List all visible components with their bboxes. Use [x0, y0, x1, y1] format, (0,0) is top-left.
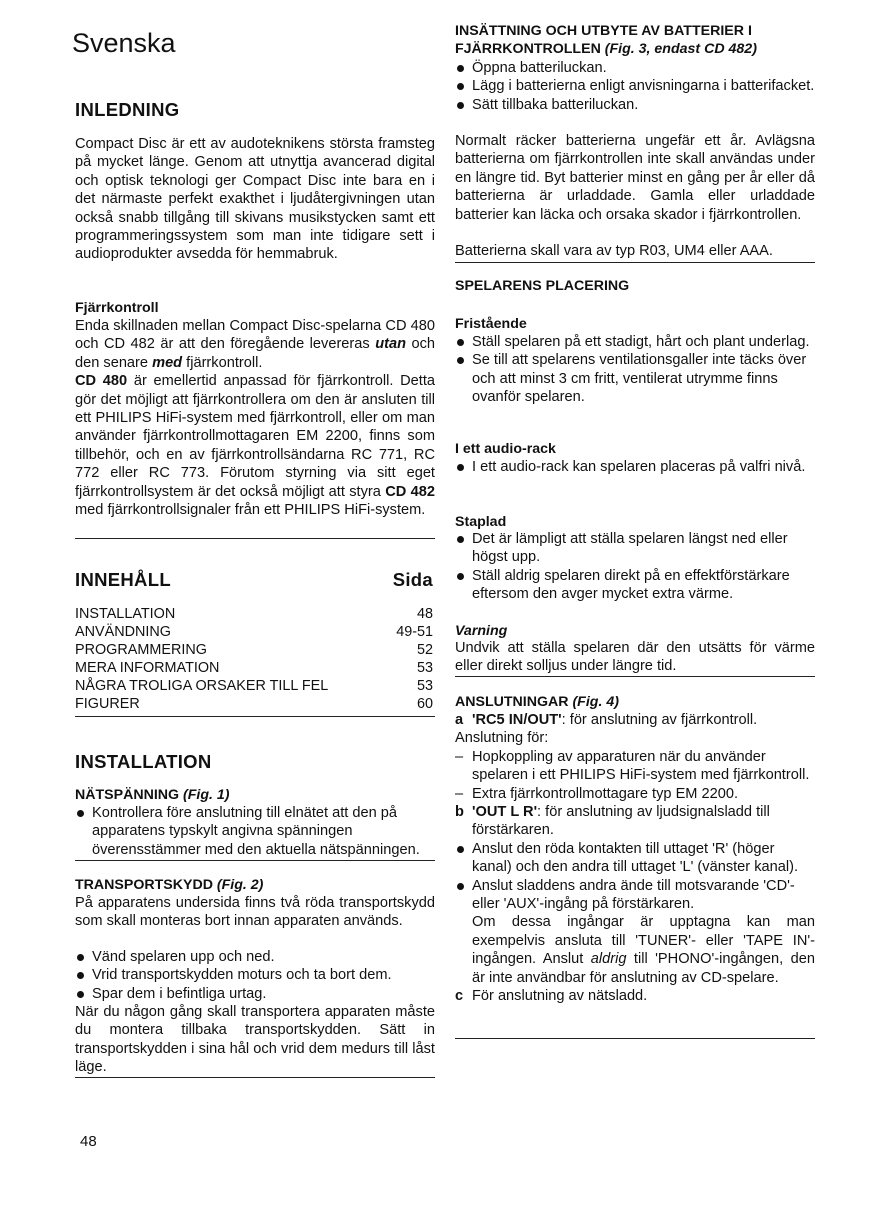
divider — [455, 262, 815, 263]
anslutningar-body — [455, 711, 815, 1006]
list-item: Se till att spelarens ventilationsgaller inte täcks över och att minst 3 cm fritt, ventilerat utrymme finns ovanför spelaren. — [455, 351, 815, 406]
varning-text: Undvik att ställa spelaren där den utsätts för värme eller direkt solljus under längre tid. — [455, 640, 815, 675]
inledning-heading: INLEDNING — [75, 99, 180, 120]
fristaende-list — [455, 333, 815, 407]
toc-row — [75, 677, 433, 695]
list-item: Anslut den röda kontakten till uttaget 'R' (höger kanal) och den andra till uttaget 'L' (vänster kanal). — [455, 840, 815, 877]
divider — [75, 860, 435, 861]
innehall-heading: INNEHÅLL — [75, 569, 171, 590]
toc-page: 49-51 — [396, 624, 433, 640]
staplad-heading: Staplad — [455, 514, 507, 530]
toc-title: MERA INFORMATION — [75, 660, 220, 676]
inledning-text: Compact Disc är ett av audoteknikens största framsteg på mycket länge. Genom att utnyttja avancerad digital och optisk teknologi ger Compact Disc inte bara en i det närmaste perfekt exakthet i ljudåtergivningen utan också snabb tillgång till skivans musikstycken samt ett programmeringssystem som man inte tidigare sett i audioprodukter avsedda för hemmabruk. — [75, 136, 435, 263]
audiorack-list — [455, 458, 815, 476]
table-of-contents — [75, 605, 433, 713]
list-item: Vänd spelaren upp och ned. — [75, 948, 435, 966]
toc-page: 53 — [416, 678, 433, 694]
transportskydd-heading: TRANSPORTSKYDD (Fig. 2) — [75, 877, 264, 893]
divider — [455, 1038, 815, 1039]
batterier-type: Batterierna skall vara av typ R03, UM4 eller AAA. — [455, 243, 773, 259]
toc-title: ANVÄNDNING — [75, 624, 171, 640]
transportskydd-intro: På apparatens undersida finns två röda transportskydd som skall monteras bort innan apparaten används. — [75, 895, 435, 930]
list-item: I ett audio-rack kan spelaren placeras på valfri nivå. — [455, 458, 815, 476]
toc-page: 48 — [416, 606, 433, 622]
installation-heading: INSTALLATION — [75, 751, 212, 772]
staplad-list — [455, 530, 815, 604]
batterier-text: Normalt räcker batterierna ungefär ett år. Avlägsna batterierna om fjärrkontrollen inte skall användas under en längre tid. Byt batterier minst en gång per år eller då batterierna är urladdade. Gamla eller urladdade batterier kan läcka och orsaka skador i fjärrkontrollen. — [455, 133, 815, 223]
page-number: 48 — [80, 1133, 97, 1150]
toc-title: INSTALLATION — [75, 606, 176, 622]
transportskydd-list — [75, 948, 435, 1003]
list-item: Spar dem i befintliga urtag. — [75, 985, 435, 1003]
connection-note: Om dessa ingångar är upptagna kan man exempelvis ansluta till 'TUNER'- eller 'TAPE IN'-ingången. Anslut aldrig till 'PHONO'-ingången, den är inte användbar för anslutning av CD-spelare. — [472, 914, 815, 986]
toc-row — [75, 623, 433, 641]
sida-heading: Sida — [392, 569, 433, 590]
list-item: Anslut sladdens andra ände till motsvarande 'CD'- eller 'AUX'-ingång på förstärkaren. — [455, 877, 815, 914]
toc-row — [75, 695, 433, 713]
transportskydd-outro: När du någon gång skall transportera apparaten måste du montera tillbaka transportskydden. Sätt in transportskydden i sina hål och vrid dem medurs till låst läge. — [75, 1004, 435, 1076]
connection-c: c För anslutning av nätsladd. — [455, 988, 648, 1005]
list-item: – Extra fjärrkontrollmottagare typ EM 2200. — [455, 785, 815, 803]
toc-title: PROGRAMMERING — [75, 642, 207, 658]
list-item: Kontrollera före anslutning till elnätet att den på apparatens typskylt angivna spänningen överensstämmer med den aktuella nätspänningen. — [75, 804, 435, 859]
connection-a-sub: Anslutning för: — [455, 730, 549, 747]
list-item: Öppna batteriluckan. — [455, 59, 815, 77]
toc-title: FIGURER — [75, 696, 140, 712]
divider — [455, 676, 815, 677]
anslutningar-heading: ANSLUTNINGAR (Fig. 4) — [455, 694, 619, 710]
list-item: Ställ spelaren på ett stadigt, hårt och plant underlag. — [455, 333, 815, 351]
connection-a: a 'RC5 IN/OUT': för anslutning av fjärrkontroll. — [455, 712, 758, 728]
fjarrkontroll-text: Enda skillnaden mellan Compact Disc-spelarna CD 480 och CD 482 är att den föregående levereras utan och den senare med fjärrkontroll. CD 480 är emellertid anpassad för fjärrkontroll. Detta gör det möjligt att fjärrkontrollera om den är ansluten till ett PHILIPS HiFi-system med fjärrkontroll, eller om man använder fjärrkontrollmottagaren EM 2200, finns som tillbehör, och en av fjärrkontrollsändarna RC 771, RC 772 eller RC 773. Förutom styrning via sitt eget fjärrkontrollsystem är det också möjligt att styra CD 482 med fjärrkontrollsignaler från ett PHILIPS HiFi-system. — [75, 318, 436, 519]
toc-header — [75, 569, 433, 593]
language-title: Svenska — [72, 28, 176, 58]
divider — [75, 1077, 435, 1078]
varning-heading: Varning — [455, 623, 508, 639]
audiorack-heading: I ett audio-rack — [455, 441, 556, 457]
divider — [75, 716, 435, 717]
toc-page: 52 — [416, 642, 433, 658]
divider — [75, 538, 435, 539]
fjarrkontroll-heading: Fjärrkontroll — [75, 300, 159, 316]
list-item: Ställ aldrig spelaren direkt på en effektförstärkare eftersom den avger mycket extra värme. — [455, 567, 815, 604]
batterier-list — [455, 59, 815, 114]
list-item: Det är lämpligt att ställa spelaren längst ned eller högst upp. — [455, 530, 815, 567]
batterier-heading: INSÄTTNING OCH UTBYTE AV BATTERIER I FJÄRRKONTROLLEN (Fig. 3, endast CD 482) — [455, 23, 757, 57]
toc-page: 60 — [416, 696, 433, 712]
fristaende-heading: Fristående — [455, 316, 527, 332]
toc-row — [75, 605, 433, 623]
list-item: Vrid transportskydden moturs och ta bort dem. — [75, 966, 435, 984]
list-item: Lägg i batterierna enligt anvisningarna i batterifacket. — [455, 77, 815, 95]
toc-row — [75, 641, 433, 659]
natspanning-list — [75, 804, 435, 859]
toc-page: 53 — [416, 660, 433, 676]
placering-heading: SPELARENS PLACERING — [455, 278, 630, 294]
list-item: Sätt tillbaka batteriluckan. — [455, 96, 815, 114]
list-item: – Hopkoppling av apparaturen när du använder spelaren i ett PHILIPS HiFi-system med fjärrkontroll. — [455, 748, 815, 785]
natspanning-heading: NÄTSPÄNNING (Fig. 1) — [75, 787, 230, 803]
toc-row — [75, 659, 433, 677]
connection-b-list — [455, 840, 815, 914]
connection-b: b 'OUT L R': för anslutning av ljudsignalsladd till förstärkaren. — [455, 804, 770, 839]
connection-a-list — [455, 748, 815, 803]
toc-title: NÅGRA TROLIGA ORSAKER TILL FEL — [75, 678, 329, 694]
